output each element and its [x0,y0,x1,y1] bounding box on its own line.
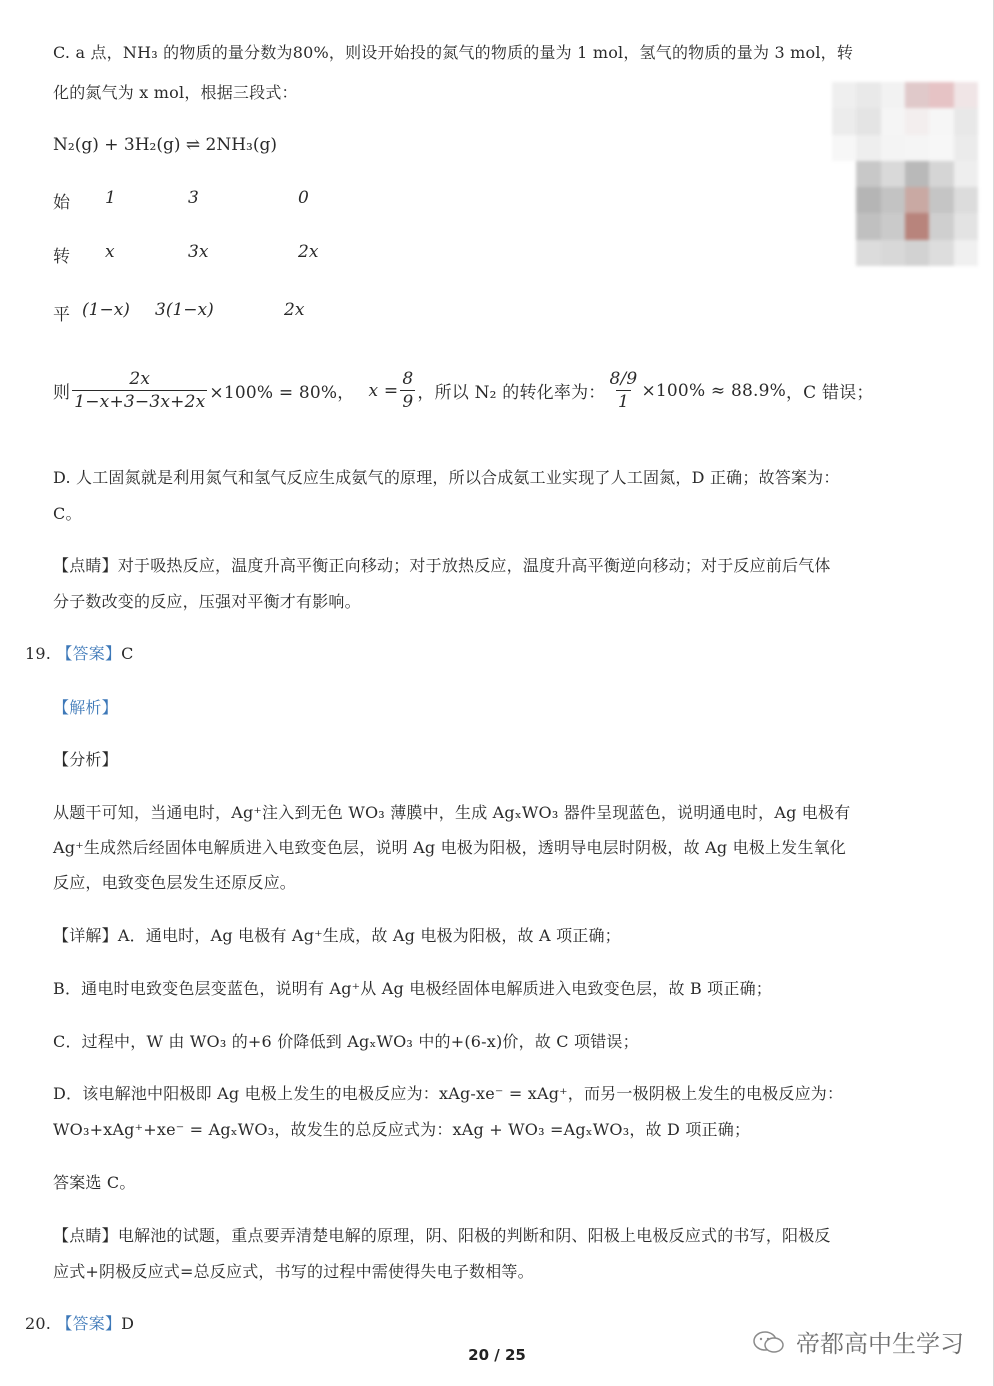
q19-detail-c: C．过程中，W 由 WO₃ 的+6 价降低到 AgₓWO₃ 中的+(6-x)价，故 C 项错误； [53,1032,639,1051]
x-equals: x = [368,380,399,401]
detail-a-text: A．通电时，Ag 电极有 Ag⁺生成，故 Ag 电极为阳极，故 A 项正确； [117,926,621,945]
q19-answer-line [25,643,134,665]
x-value-fraction [400,368,415,413]
q19-detail-b: B．通电时电致变色层变蓝色，说明有 Ag⁺从 Ag 电极经固体电解质进入电致变色层，故 B 项正确； [53,979,772,998]
row-eq-nh3: 2x [284,300,305,320]
row-change-nh3: 2x [298,242,319,262]
row-change-label: 转 [53,247,70,267]
q19-fenxi-line-3: 反应，电致变色层发生还原反应。 [53,873,297,892]
tip-text: 电解池的试题，重点要弄清楚电解的原理，阴、阳极的判断和阴、阳极上电极反应式的书写，阳极反 [117,1226,831,1245]
conversion-denominator: 1 [617,392,629,412]
calc-tail: ，C 错误； [785,383,874,403]
fraction-numerator: 2x [129,369,151,389]
row-change-n2: x [105,242,115,262]
q19-number: 19. [25,644,52,663]
calc-prefix: 则 [53,383,71,403]
conversion-calculation [53,368,874,413]
tip-label: 【点睛】 [53,556,118,575]
option-d-line-1: D. 人工固氮就是利用氮气和氢气反应生成氨气的原理，所以合成氨工业实现了人工固氮，D 正确；故答案为： [53,468,840,487]
q19-fenxi-label: 【分析】 [53,750,118,769]
detail-label: 【详解】 [53,926,118,945]
page-number: 20 / 25 [468,1346,526,1364]
answer-label: 【答案】 [56,1314,122,1333]
q19-fenxi-line-2: Ag⁺生成然后经固体电解质进入电致变色层，说明 Ag 电极为阳极，透明导电层时阴极，故 Ag 电极上发生氧化 [53,838,846,857]
row-eq-n2: (1−x) [82,300,130,320]
row-start-h2: 3 [188,188,199,208]
q20-answer-line [25,1313,134,1335]
calc-mid: ，所以 N₂ 的转化率为： [417,383,606,403]
conversion-numerator: 8/9 [609,369,638,389]
x-numerator: 8 [402,369,414,389]
tip-19-line-1 [53,1225,831,1247]
answer-label: 【答案】 [56,644,122,663]
option-c-line-2: 化的氮气为 x mol，根据三段式： [53,83,298,102]
q19-detail-d-line-1: D．该电解池中阳极即 Ag 电极上发生的电极反应为：xAg-xe⁻ = xAg⁺，而另一极阴极上发生的电极反应为： [53,1084,844,1103]
q20-number: 20. [25,1314,52,1333]
q19-analysis-label: 【解析】 [53,698,118,717]
fraction-denominator: 1−x+3−3x+2x [74,392,206,412]
row-start-label: 始 [53,193,70,213]
conversion-fraction [607,368,639,413]
tip-18-line-1 [53,555,831,577]
q19-final-answer: 答案选 C。 [53,1173,136,1192]
row-start-nh3: 0 [298,188,309,208]
option-c-line-1: C. a 点，NH₃ 的物质的量分数为80%，则设开始投的氮气的物质的量为 1 mol，氢气的物质的量为 3 mol，转 [53,43,854,62]
tip-label: 【点睛】 [53,1226,118,1245]
q19-fenxi-line-1: 从题干可知，当通电时，Ag⁺注入到无色 WO₃ 薄膜中，生成 AgₓWO₃ 器件呈现蓝色，说明通电时，Ag 电极有 [53,803,851,822]
watermark-text: 帝都高中生学习 [796,1330,964,1358]
calc-part-2: ×100% ≈ 88.9% [641,380,786,401]
option-d-line-2: C。 [53,504,82,523]
reaction-equation: N₂(g) + 3H₂(g) ⇌ 2NH₃(g) [53,135,278,155]
q19-detail-a [53,925,621,947]
wechat-icon [752,1330,786,1354]
q20-answer: D [121,1314,135,1333]
mole-fraction-expression [72,368,207,413]
x-denominator: 9 [402,392,414,412]
blurred-mosaic-image [832,82,978,266]
row-eq-h2: 3(1−x) [155,300,214,320]
calc-part-1: ×100% = 80%， [209,383,355,403]
watermark [752,1324,964,1359]
tip-text: 对于吸热反应，温度升高平衡正向移动；对于放热反应，温度升高平衡逆向移动；对于反应前后气体 [117,556,831,575]
q19-detail-d-line-2: WO₃+xAg⁺+xe⁻ = AgₓWO₃，故发生的总反应式为：xAg + WO₃ =AgₓWO₃，故 D 项正确； [53,1120,751,1139]
row-eq-label: 平 [53,305,70,325]
row-start-n2: 1 [105,188,116,208]
tip-19-line-2: 应式+阴极反应式=总反应式，书写的过程中需使得失电子数相等。 [53,1262,534,1281]
tip-18-line-2: 分子数改变的反应，压强对平衡才有影响。 [53,592,361,611]
row-change-h2: 3x [188,242,209,262]
q19-answer: C [121,644,134,663]
